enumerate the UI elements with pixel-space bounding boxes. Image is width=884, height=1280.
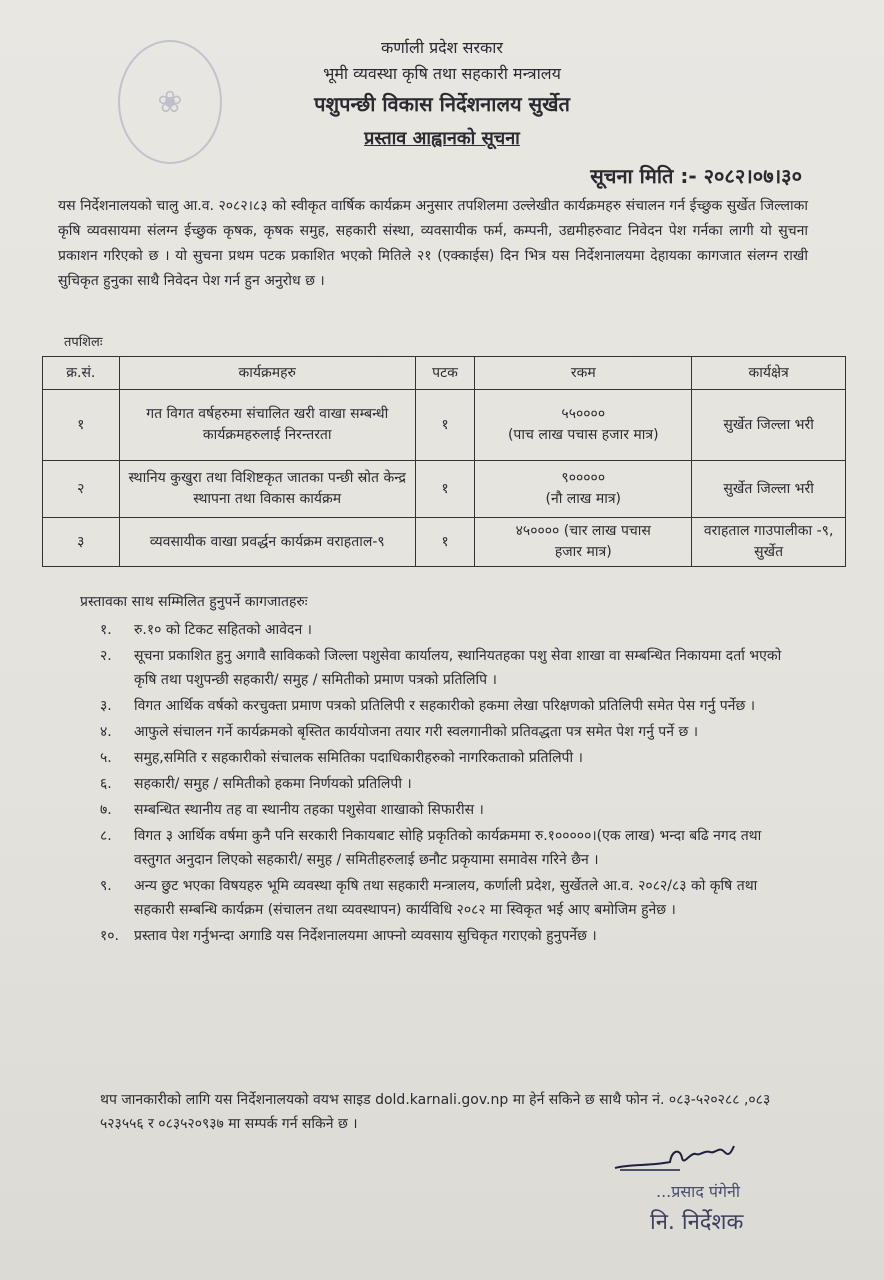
item-text: प्रस्ताव पेश गर्नुभन्दा अगाडि यस निर्देशनालयमा आफ्नो व्यवसाय सुचिकृत गराएको हुनुपर्नेछ । <box>134 928 597 944</box>
column-header-area: कार्यक्षेत्र <box>692 357 846 390</box>
documents-list <box>100 618 790 950</box>
item-number: १०. <box>100 928 120 944</box>
documents-heading: प्रस्तावका साथ सम्मिलित हुनुपर्ने कागजातहरुः <box>80 594 308 610</box>
item-text: सूचना प्रकाशित हुनु अगावै साविकको जिल्ला पशुसेवा कार्यालय, स्थानियतहका पशु सेवा शाखा वा सम्बन्धित निकायमा दर्ता भएको कृषि तथा पशुपन्छी सहकारी/ समुह / समितीको प्रमाण पत्रको प्रतिलिपि । <box>134 648 782 688</box>
list-item <box>100 746 790 770</box>
directorate-name: पशुपन्छी विकास निर्देशनालय सुर्खेत <box>314 92 570 116</box>
table-header-row <box>43 357 846 390</box>
list-item <box>100 720 790 744</box>
list-item <box>100 798 790 822</box>
contact-info: थप जानकारीको लागि यस निर्देशनालयको वयभ साइड dold.karnali.gov.np मा हेर्न सकिने छ साथै फोन नं. ०८३-५२०२८८ ,०८३ ५२३५५६ र ०८३५२०९३७ मा सम्पर्क गर्न सकिने छ । <box>100 1092 771 1132</box>
signature-icon <box>610 1140 740 1180</box>
cell-times: १ <box>415 390 474 461</box>
signer-name: ...प्रसाद पंगेनी <box>656 1182 741 1201</box>
office-seal-icon: ❀ <box>118 40 222 164</box>
column-header-times: पटक <box>415 357 474 390</box>
item-number: ६. <box>100 776 112 792</box>
notice-title: प्रस्ताव आह्वानको सूचना <box>364 128 520 149</box>
item-text: विगत आर्थिक वर्षको करचुक्ता प्रमाण पत्रको प्रतिलिपी र सहकारीको हकमा लेखा परिक्षणको प्रतिलिपी समेत पेस गर्नु पर्नेछ । <box>134 698 756 714</box>
table-row <box>43 390 846 461</box>
column-header-amount: रकम <box>475 357 692 390</box>
cell-area: सुर्खेत जिल्ला भरी <box>692 390 846 461</box>
cell-program: व्यवसायीक वाखा प्रवर्द्धन कार्यक्रम वराहताल-९ <box>119 518 415 567</box>
signer-designation: नि. निर्देशक <box>650 1210 744 1235</box>
cell-amount <box>475 390 692 461</box>
cell-sn: ३ <box>43 518 120 567</box>
amount-words: (पाच लाख पचास हजार मात्र) <box>507 427 659 443</box>
list-item <box>100 694 790 718</box>
notice-date: सूचना मिति :- २०८२।०७।३० <box>590 164 802 188</box>
item-text: समुह,समिति र सहकारीको संचालक समितिका पदाधिकारीहरुको नागरिकताको प्रतिलिपी । <box>134 750 583 766</box>
cell-amount <box>475 518 692 567</box>
list-item <box>100 874 790 922</box>
amount-words: हजार मात्र) <box>554 544 612 560</box>
item-text: अन्य छुट भएका विषयहरु भूमि व्यवस्था कृषि तथा सहकारी मन्त्रालय, कर्णाली प्रदेश, सुर्खेतले आ.व. २०८२/८३ को कृषि तथा सहकारी सम्बन्धि कार्यक्रम (संचालन तथा व्यवस्थापन) कार्यविधि २०८२ मा स्विकृत भई आए बमोजिम हुनेछ । <box>134 878 758 918</box>
item-number: ८. <box>100 828 112 844</box>
amount-figure: ४५०००० (चार लाख पचास <box>515 523 651 539</box>
item-number: ७. <box>100 802 112 818</box>
amount-figure: ५५०००० <box>561 406 606 422</box>
item-number: ३. <box>100 698 112 714</box>
program-table <box>42 356 846 567</box>
list-item <box>100 618 790 642</box>
details-label: तपशिलः <box>64 335 103 350</box>
province-government: कर्णाली प्रदेश सरकार <box>381 38 503 57</box>
amount-words: (नौ लाख मात्र) <box>545 491 622 507</box>
intro-paragraph: यस निर्देशनालयको चालु आ.व. २०८२।८३ को स्वीकृत वार्षिक कार्यक्रम अनुसार तपशिलमा उल्लेखीत कार्यक्रमहरु संचालन गर्न ईच्छुक सुर्खेत जिल्लाका कृषि व्यवसायमा संलग्न ईच्छुक कृषक, कृषक समुह, सहकारी संस्था, व्यवसायीक फर्म, कम्पनी, उद्यमीहरुवाट निवेदन पेश गर्नका लागी यो सुचना प्रकाशन गरिएको छ । यो सुचना प्रथम पटक प्रकाशित भएको मितिले २१ (एक्काईस) दिन भित्र यस निर्देशनालयमा देहायका कागजात संलग्न राखी सुचिकृत हुनुका साथै निवेदन पेश गर्न हुन अनुरोध छ । <box>58 198 808 289</box>
cell-amount <box>475 461 692 518</box>
cell-program: गत विगत वर्षहरुमा संचालित खरी वाखा सम्बन्धी कार्यक्रमहरुलाई निरन्तरता <box>119 390 415 461</box>
list-item <box>100 924 790 948</box>
cell-program: स्थानिय कुखुरा तथा विशिष्टकृत जातका पन्छी स्रोत केन्द्र स्थापना तथा विकास कार्यक्रम <box>119 461 415 518</box>
item-number: ४. <box>100 724 112 740</box>
column-header-sn: क्र.सं. <box>43 357 120 390</box>
item-text: सम्बन्धित स्थानीय तह वा स्थानीय तहका पशुसेवा शाखाको सिफारीस । <box>134 802 484 818</box>
item-text: विगत ३ आर्थिक वर्षमा कुनै पनि सरकारी निकायबाट सोहि प्रकृतिको कार्यक्रममा रु.१०००००।(एक लाख) भन्दा बढि नगद तथा वस्तुगत अनुदान लिएको सहकारी/ समुह / समितीहरुलाई छनौट प्रकृयामा समावेस गरिने छैन । <box>134 828 762 868</box>
item-number: ५. <box>100 750 112 766</box>
list-item <box>100 644 790 692</box>
amount-figure: ९००००० <box>561 470 606 486</box>
item-number: ९. <box>100 878 112 894</box>
list-item <box>100 824 790 872</box>
item-number: २. <box>100 648 112 664</box>
item-text: रु.१० को टिकट सहितको आवेदन । <box>134 622 312 638</box>
cell-sn: २ <box>43 461 120 518</box>
cell-times: १ <box>415 461 474 518</box>
item-number: १. <box>100 622 112 638</box>
table-row <box>43 518 846 567</box>
cell-area: सुर्खेत जिल्ला भरी <box>692 461 846 518</box>
column-header-program: कार्यक्रमहरु <box>119 357 415 390</box>
item-text: सहकारी/ समुह / समितीको हकमा निर्णयको प्रतिलिपी । <box>134 776 412 792</box>
cell-times: १ <box>415 518 474 567</box>
cell-area: वराहताल गाउपालीका -९, सुर्खेत <box>692 518 846 567</box>
cell-sn: १ <box>43 390 120 461</box>
list-item <box>100 772 790 796</box>
table-row <box>43 461 846 518</box>
item-text: आफुले संचालन गर्ने कार्यक्रमको बृस्तित कार्ययोजना तयार गरी स्वलगानीको प्रतिवद्धता पत्र समेत पेश गर्नु पर्ने छ । <box>134 724 699 740</box>
ministry-name: भूमी व्यवस्था कृषि तथा सहकारी मन्त्रालय <box>323 64 561 83</box>
